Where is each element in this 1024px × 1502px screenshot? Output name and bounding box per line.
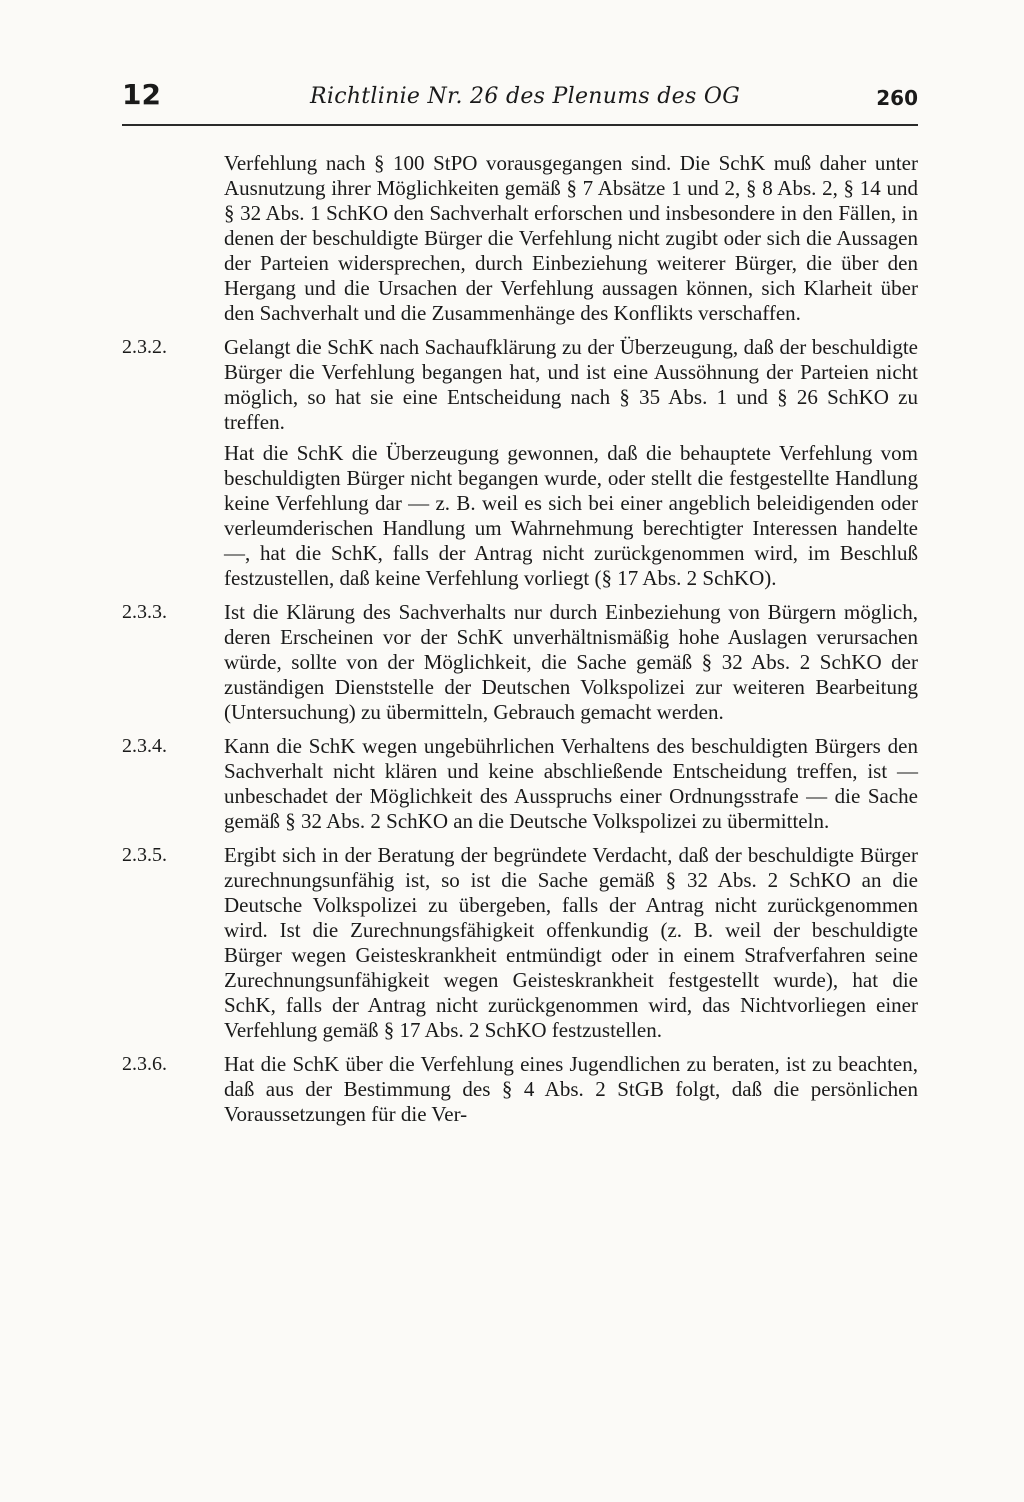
section-2-3-2 (122, 335, 918, 591)
chapter-number: 12 (122, 78, 161, 111)
section-paragraph: Gelangt die SchK nach Sachaufklärung zu der Überzeugung, daß der beschuldigte Bürger die Verfehlung begangen hat, und ist eine Aussöhnung der Parteien nicht möglich, so hat sie eine Entscheidung nach § 35 Abs. 1 und § 26 SchKO zu treffen. (224, 335, 918, 434)
section-number: 2.3.6. (122, 1053, 167, 1075)
section-paragraph: Hat die SchK über die Verfehlung eines Jugendlichen zu beraten, ist zu beachten, daß aus der Bestimmung des § 4 Abs. 2 StGB folgt, daß die persönlichen Voraussetzungen für die Ver- (224, 1052, 918, 1126)
page-header (122, 78, 918, 118)
section-2-3-5 (122, 843, 918, 1043)
page-body (122, 151, 918, 1127)
section-paragraph: Kann die SchK wegen ungebührlichen Verhaltens des beschuldigten Bürgers den Sachverhalt nicht klären und keine abschließende Entscheidung treffen, ist — unbeschadet der Möglichkeit des Ausspruchs einer Ordnungsstrafe — die Sache gemäß § 32 Abs. 2 SchKO an die Deutsche Volkspolizei zu übermitteln. (224, 734, 918, 833)
section-paragraph: Ergibt sich in der Beratung der begründete Verdacht, daß der beschuldigte Bürger zurechnungsunfähig ist, so ist die Sache gemäß § 32 Abs. 2 SchKO an die Deutsche Volkspolizei zu übergeben, falls der Antrag nicht zurückgenommen wird. Ist die Zurechnungsfähigkeit offenkundig (z. B. weil der beschuldigte Bürger wegen Geisteskrankheit entmündigt oder in einem Strafverfahren seine Zurechnungsunfähigkeit wegen Geisteskrankheit festgestellt wurde), hat die SchK, falls der Antrag nicht zurückgenommen wird, das Nichtvorliegen einer Verfehlung gemäß § 17 Abs. 2 SchKO festzustellen. (224, 843, 918, 1042)
section-paragraph: Hat die SchK die Überzeugung gewonnen, daß die behauptete Verfehlung vom beschuldigten Bürger nicht begangen wurde, oder stellt die festgestellte Handlung keine Verfehlung dar — z. B. weil es sich bei einer angeblich beleidigenden oder verleumderischen Handlung um Wahrnehmung berechtigter Interessen handelte —, hat die SchK, falls der Antrag nicht zurückgenommen wird, im Beschluß festzustellen, daß keine Verfehlung vorliegt (§ 17 Abs. 2 SchKO). (224, 441, 918, 590)
section-number: 2.3.3. (122, 601, 167, 623)
header-rule (122, 124, 918, 126)
section-number: 2.3.2. (122, 336, 167, 358)
intro-paragraph: Verfehlung nach § 100 StPO vorausgegangen sind. Die SchK muß daher unter Ausnutzung ihrer Möglichkeiten gemäß § 7 Absätze 1 und 2, § 8 Abs. 2, § 14 und § 32 Abs. 1 SchKO den Sachverhalt erforschen und insbesondere in den Fällen, in denen der beschuldigte Bürger die Verfehlung nicht zugibt oder sich die Aussagen der Parteien widersprechen, durch Einbeziehung weiterer Bürger, die über den Hergang und die Ursachen der Verfehlung aussagen können, sich Klarheit über den Sachverhalt und die Zusammenhänge des Konflikts verschaffen. (224, 151, 918, 325)
section-2-3-3 (122, 600, 918, 725)
page-number: 260 (876, 86, 918, 110)
section-2-3-6 (122, 1052, 918, 1127)
section-paragraph: Ist die Klärung des Sachverhalts nur durch Einbeziehung von Bürgern möglich, deren Erscheinen vor der SchK unverhältnismäßig hohe Auslagen verursachen würde, sollte von der Möglichkeit, die Sache gemäß § 32 Abs. 2 SchKO der zuständigen Dienststelle der Deutschen Volkspolizei zur weiteren Bearbeitung (Untersuchung) zu übermitteln, Gebrauch gemacht werden. (224, 600, 918, 724)
section-2-3-4 (122, 734, 918, 834)
section-number: 2.3.4. (122, 735, 167, 757)
running-title: Richtlinie Nr. 26 des Plenums des OG (310, 84, 741, 109)
intro-block (122, 151, 918, 326)
section-number: 2.3.5. (122, 844, 167, 866)
